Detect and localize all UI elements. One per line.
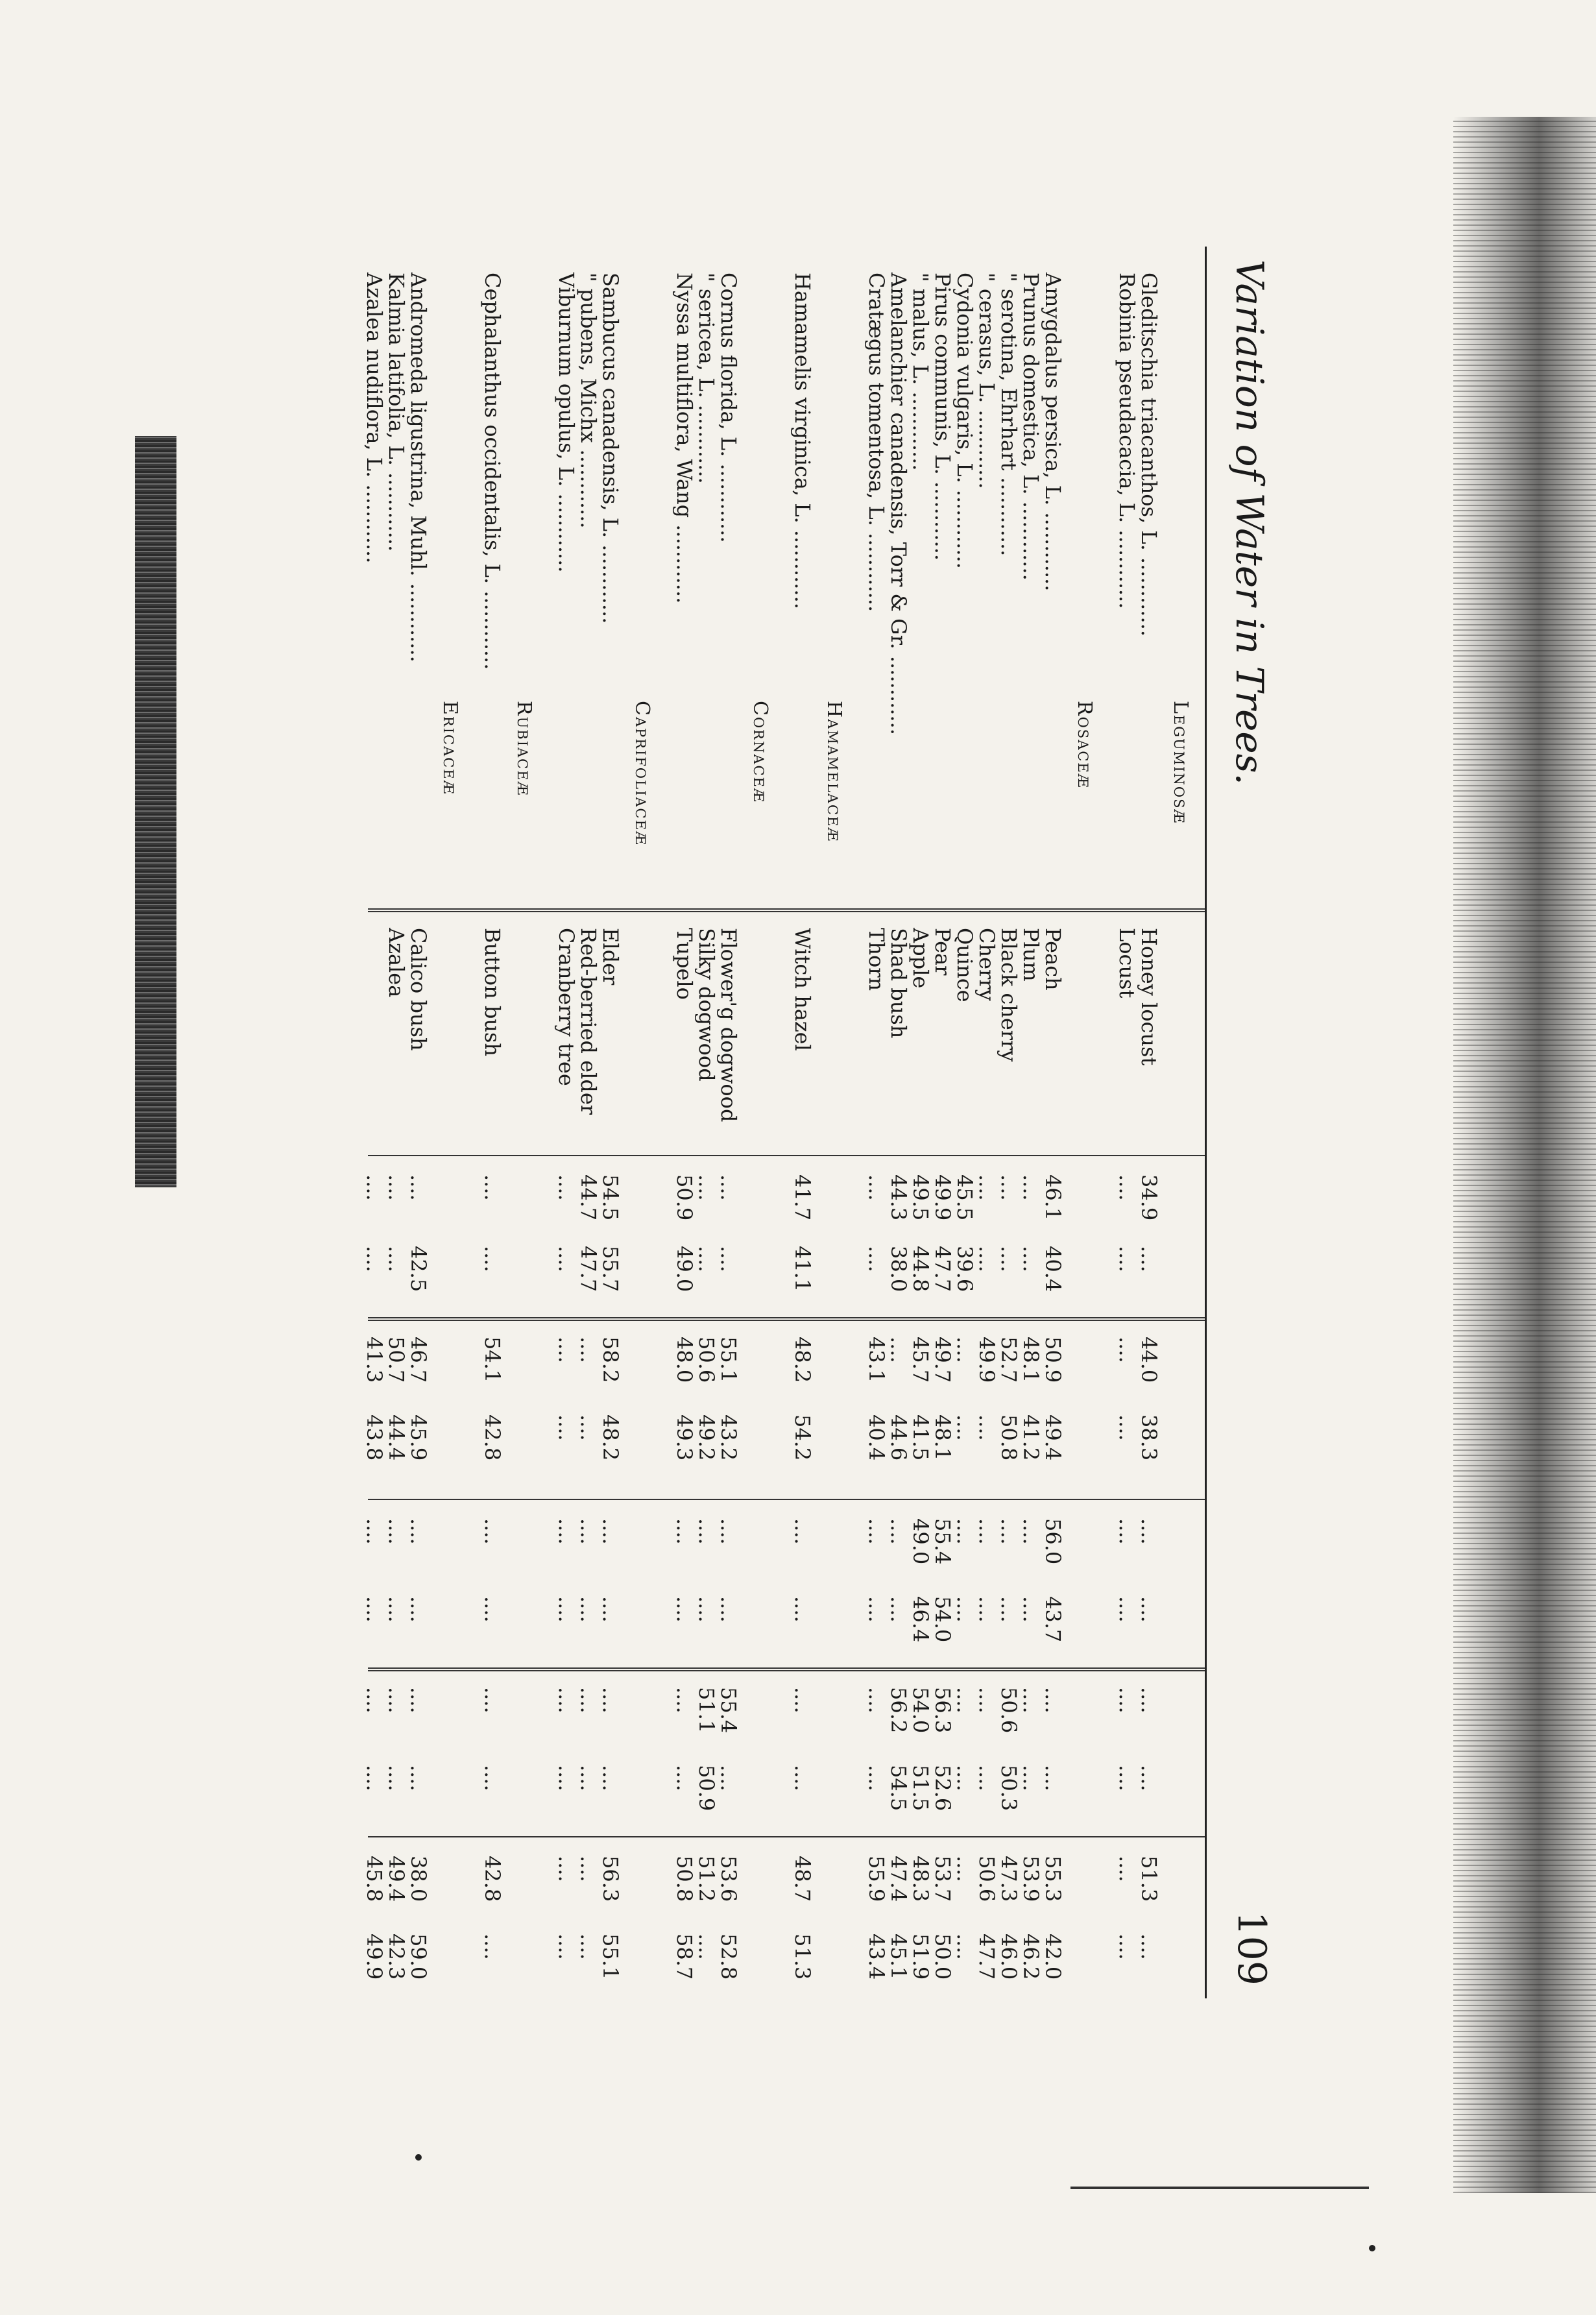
water-value: 51.9	[908, 1933, 933, 1980]
common-name: Silky dogwood	[694, 928, 719, 1082]
column-rule	[368, 1155, 1205, 1156]
water-value: ....	[362, 1765, 387, 1791]
water-value: 52.8	[716, 1933, 741, 1980]
water-value: ....	[672, 1687, 697, 1714]
water-value: ....	[672, 1596, 697, 1623]
water-value: ....	[384, 1687, 409, 1714]
water-value: ....	[554, 1687, 579, 1714]
scan-speck	[1369, 2245, 1375, 2251]
water-value: ....	[974, 1246, 999, 1272]
water-value: ....	[384, 1246, 409, 1272]
water-value: 50.3	[997, 1765, 1021, 1812]
water-value: ....	[480, 1933, 505, 1960]
water-value: ....	[554, 1596, 579, 1623]
water-value: 53.6	[716, 1856, 741, 1902]
water-value: 42.8	[480, 1414, 505, 1461]
water-value: ....	[554, 1933, 579, 1960]
species-name: " serotina, Ehrhart ............	[997, 273, 1021, 557]
water-value: 45.5	[952, 1174, 977, 1221]
water-value: 59.0	[406, 1933, 431, 1980]
water-value: ....	[1137, 1596, 1161, 1623]
water-value: 41.2	[1019, 1414, 1043, 1461]
water-value: ....	[1115, 1596, 1139, 1623]
scan-speck	[415, 2154, 422, 2161]
column-rule	[368, 1317, 1205, 1321]
water-value: 51.1	[694, 1687, 719, 1734]
species-name: Kalmia latifolia, L. ............	[384, 273, 409, 552]
water-value: ....	[554, 1765, 579, 1791]
water-value: ....	[406, 1765, 431, 1791]
water-value: ....	[864, 1596, 889, 1623]
water-value: 49.3	[672, 1414, 697, 1461]
water-value: ....	[952, 1856, 977, 1882]
water-value: ....	[384, 1596, 409, 1623]
water-value: 48.3	[908, 1856, 933, 1902]
water-value: ....	[790, 1518, 815, 1545]
water-value: ....	[672, 1765, 697, 1791]
water-value: ....	[886, 1596, 911, 1623]
water-value: 43.2	[716, 1414, 741, 1461]
water-value: 38.0	[406, 1856, 431, 1902]
common-name: Witch hazel	[790, 928, 815, 1051]
species-name: Cephalanthus occidentalis, L. ............	[480, 273, 505, 670]
scan-rule-mark	[1070, 2187, 1369, 2189]
water-value: 42.5	[406, 1246, 431, 1292]
water-value: 49.9	[974, 1337, 999, 1383]
water-value: 52.7	[997, 1337, 1021, 1383]
water-value: ....	[598, 1765, 623, 1791]
family-heading: Leguminosæ	[1169, 701, 1192, 825]
water-value: ....	[997, 1174, 1021, 1201]
common-name: Black cherry	[997, 928, 1021, 1062]
water-value: 42.0	[1041, 1933, 1065, 1980]
water-value: ....	[952, 1687, 977, 1714]
common-name: Thorn	[864, 928, 889, 991]
water-value: 54.5	[598, 1174, 623, 1221]
water-value: 50.8	[997, 1414, 1021, 1461]
common-name: Honey locust	[1137, 928, 1161, 1066]
water-value: ....	[576, 1596, 601, 1623]
water-value: ....	[406, 1687, 431, 1714]
water-value: ....	[716, 1518, 741, 1545]
water-value: ....	[952, 1765, 977, 1791]
water-value: ....	[1019, 1246, 1043, 1272]
water-value: ....	[480, 1596, 505, 1623]
water-value: ....	[974, 1596, 999, 1623]
species-name: Cornus florida, L. ............	[716, 273, 741, 543]
water-value: ....	[716, 1765, 741, 1791]
water-value: 50.6	[974, 1856, 999, 1902]
water-value: ....	[576, 1933, 601, 1960]
water-value: ....	[974, 1414, 999, 1441]
water-value: ....	[554, 1174, 579, 1201]
water-value: 49.4	[384, 1856, 409, 1902]
water-value: 49.2	[694, 1414, 719, 1461]
water-value: 48.1	[930, 1414, 955, 1461]
water-value: 47.7	[930, 1246, 955, 1292]
water-value: 55.1	[598, 1933, 623, 1980]
running-title: Variation of Water in Trees.	[1227, 260, 1272, 785]
water-value: ....	[406, 1174, 431, 1201]
water-value: ....	[598, 1687, 623, 1714]
water-value: 55.7	[598, 1246, 623, 1292]
common-name: Cranberry tree	[554, 928, 579, 1086]
water-value: 40.4	[1041, 1246, 1065, 1292]
water-value: 41.1	[790, 1246, 815, 1292]
common-name: Tupelo	[672, 928, 697, 1000]
species-name: Prunus domestica, L. ............	[1019, 273, 1043, 581]
water-value: ....	[406, 1596, 431, 1623]
water-value: 49.9	[930, 1174, 955, 1221]
water-value: 38.3	[1137, 1414, 1161, 1461]
column-rule	[368, 1667, 1205, 1671]
species-name: Robinia pseudacacia, L. ............	[1115, 273, 1139, 609]
species-name: " sericea, L. ............	[694, 273, 719, 484]
water-value: 45.8	[362, 1856, 387, 1902]
water-value: 50.6	[997, 1687, 1021, 1734]
water-value: ....	[694, 1933, 719, 1960]
water-value: ....	[974, 1765, 999, 1791]
water-value: 44.4	[384, 1414, 409, 1461]
water-value: ....	[480, 1687, 505, 1714]
water-value: ....	[480, 1765, 505, 1791]
water-value: ....	[1137, 1765, 1161, 1791]
water-value: 39.6	[952, 1246, 977, 1292]
water-value: 55.9	[864, 1856, 889, 1902]
water-value: ....	[362, 1687, 387, 1714]
water-value: 45.1	[886, 1933, 911, 1980]
water-value: 46.7	[406, 1337, 431, 1383]
species-name: Azalea nudiflora, L. ............	[362, 273, 387, 564]
common-name: Pear	[930, 928, 955, 976]
water-value: ....	[554, 1337, 579, 1363]
water-value: ....	[952, 1414, 977, 1441]
water-value: ....	[1115, 1765, 1139, 1791]
water-value: ....	[406, 1518, 431, 1545]
water-value: 40.4	[864, 1414, 889, 1461]
water-value: 47.7	[576, 1246, 601, 1292]
species-name: Nyssa multiflora, Wang ............	[672, 273, 697, 604]
family-heading: Hamamelaceæ	[823, 701, 845, 843]
water-value: 49.0	[908, 1518, 933, 1565]
water-value: ....	[576, 1414, 601, 1441]
water-value: ....	[672, 1518, 697, 1545]
water-value: 50.9	[672, 1174, 697, 1221]
species-name: Amelanchier canadensis, Torr & Gr. ............	[886, 273, 911, 735]
water-value: 46.1	[1041, 1174, 1065, 1221]
water-value: ....	[864, 1687, 889, 1714]
common-name: Azalea	[384, 928, 409, 998]
water-value: ....	[1019, 1596, 1043, 1623]
species-name: " cerasus, L. ............	[974, 273, 999, 489]
water-value: ....	[598, 1518, 623, 1545]
water-content-table	[362, 247, 1207, 1998]
water-value: 45.9	[406, 1414, 431, 1461]
water-value: ....	[362, 1246, 387, 1272]
species-name: " malus, L. ............	[908, 273, 933, 471]
scan-margin-strip	[135, 436, 176, 1187]
water-value: 56.2	[886, 1687, 911, 1734]
species-name: Amygdalus persica, L. ............	[1041, 273, 1065, 592]
water-value: ....	[1019, 1687, 1043, 1714]
water-value: ....	[716, 1174, 741, 1201]
page-number: 109	[1229, 1911, 1274, 1985]
water-value: 48.7	[790, 1856, 815, 1902]
common-name: Locust	[1115, 928, 1139, 999]
water-value: 46.0	[997, 1933, 1021, 1980]
water-value: 51.5	[908, 1765, 933, 1812]
water-value: 34.9	[1137, 1174, 1161, 1221]
book-edge-shadow	[1453, 117, 1596, 2193]
water-value: 48.0	[672, 1337, 697, 1383]
water-value: ....	[790, 1687, 815, 1714]
water-value: 50.7	[384, 1337, 409, 1383]
water-value: 47.7	[974, 1933, 999, 1980]
water-value: ....	[716, 1596, 741, 1623]
family-heading: Rosaceæ	[1073, 701, 1096, 789]
water-value: ....	[384, 1765, 409, 1791]
water-value: 43.7	[1041, 1596, 1065, 1643]
water-value: 51.3	[1137, 1856, 1161, 1902]
water-value: ....	[974, 1518, 999, 1545]
water-value: ....	[952, 1337, 977, 1363]
water-value: ....	[1041, 1765, 1065, 1791]
water-value: ....	[1115, 1687, 1139, 1714]
species-name: Hamamelis virginica, L. ............	[790, 273, 815, 609]
water-value: ....	[1115, 1414, 1139, 1441]
water-value: 44.6	[886, 1414, 911, 1461]
water-value: 50.8	[672, 1856, 697, 1902]
species-name: Gleditschia triacanthos, L. ............	[1137, 273, 1161, 636]
water-value: ....	[1019, 1518, 1043, 1545]
water-value: ....	[1137, 1246, 1161, 1272]
water-value: ....	[694, 1246, 719, 1272]
water-value: 48.2	[598, 1414, 623, 1461]
water-value: ....	[1137, 1518, 1161, 1545]
common-name: Apple	[908, 928, 933, 989]
common-name: Elder	[598, 928, 623, 986]
water-value: 38.0	[886, 1246, 911, 1292]
water-value: 48.2	[790, 1337, 815, 1383]
water-value: ....	[576, 1765, 601, 1791]
water-value: 49.9	[362, 1933, 387, 1980]
water-value: ....	[554, 1414, 579, 1441]
water-value: ....	[362, 1596, 387, 1623]
water-value: 49.5	[908, 1174, 933, 1221]
species-name: Cydonia vulgaris, L. ............	[952, 273, 977, 569]
water-value: 48.1	[1019, 1337, 1043, 1383]
water-value: 44.8	[908, 1246, 933, 1292]
column-rule	[368, 1499, 1205, 1500]
water-value: 50.9	[694, 1765, 719, 1812]
species-name: Pirus communis, L. ............	[930, 273, 955, 561]
water-value: 58.2	[598, 1337, 623, 1383]
water-value: ....	[716, 1246, 741, 1272]
water-value: ....	[952, 1518, 977, 1545]
water-value: 51.2	[694, 1856, 719, 1902]
common-name: Button bush	[480, 928, 505, 1057]
water-value: ....	[1115, 1246, 1139, 1272]
common-name: Red-berried elder	[576, 928, 601, 1115]
water-value: 55.3	[1041, 1856, 1065, 1902]
water-value: ....	[790, 1765, 815, 1791]
water-value: ....	[864, 1518, 889, 1545]
water-value: ....	[997, 1596, 1021, 1623]
water-value: ....	[997, 1246, 1021, 1272]
water-value: 47.4	[886, 1856, 911, 1902]
water-value: ....	[694, 1518, 719, 1545]
species-name: " pubens, Michx ............	[576, 273, 601, 529]
water-value: ....	[554, 1246, 579, 1272]
water-value: ....	[1137, 1687, 1161, 1714]
common-name: Flower'g dogwood	[716, 928, 741, 1122]
water-value: 55.4	[930, 1518, 955, 1565]
water-value: 42.3	[384, 1933, 409, 1980]
water-value: 54.1	[480, 1337, 505, 1383]
water-value: ....	[576, 1337, 601, 1363]
water-value: ....	[554, 1856, 579, 1882]
water-value: ....	[694, 1174, 719, 1201]
species-name: Andromeda ligustrina, Muhl. ............	[406, 273, 431, 662]
water-value: 53.7	[930, 1856, 955, 1902]
water-value: 54.0	[930, 1596, 955, 1643]
water-value: 54.5	[886, 1765, 911, 1812]
water-value: ....	[362, 1174, 387, 1201]
water-value: 51.3	[790, 1933, 815, 1980]
water-value: ....	[694, 1596, 719, 1623]
water-value: ....	[864, 1246, 889, 1272]
water-value: 50.6	[694, 1337, 719, 1383]
water-value: 46.4	[908, 1596, 933, 1643]
water-value: ....	[974, 1687, 999, 1714]
water-value: ....	[480, 1174, 505, 1201]
water-value: 41.7	[790, 1174, 815, 1221]
water-value: ....	[1115, 1174, 1139, 1201]
water-value: 44.0	[1137, 1337, 1161, 1383]
water-value: 46.2	[1019, 1933, 1043, 1980]
water-value: ....	[974, 1174, 999, 1201]
water-value: 55.4	[716, 1687, 741, 1734]
water-value: 43.4	[864, 1933, 889, 1980]
column-rule	[368, 1836, 1205, 1837]
water-value: ....	[480, 1518, 505, 1545]
family-heading: Rubiaceæ	[513, 701, 535, 797]
column-rule	[368, 908, 1205, 912]
water-value: 43.1	[864, 1337, 889, 1383]
water-value: ....	[598, 1596, 623, 1623]
water-value: ....	[1115, 1337, 1139, 1363]
water-value: ....	[997, 1518, 1021, 1545]
water-value: ....	[886, 1337, 911, 1363]
water-value: ....	[1019, 1174, 1043, 1201]
water-value: 56.3	[930, 1687, 955, 1734]
water-value: ....	[384, 1174, 409, 1201]
water-value: ....	[1019, 1765, 1043, 1791]
page-header	[1220, 247, 1278, 1998]
water-value: ....	[576, 1518, 601, 1545]
family-heading: Cornaceæ	[749, 701, 771, 803]
water-value: 49.0	[672, 1246, 697, 1292]
water-value: ....	[576, 1687, 601, 1714]
water-value: 50.0	[930, 1933, 955, 1980]
water-value: 49.4	[1041, 1414, 1065, 1461]
water-value: 56.3	[598, 1856, 623, 1902]
water-value: ....	[1115, 1933, 1139, 1960]
water-value: ....	[1115, 1856, 1139, 1882]
water-value: 45.7	[908, 1337, 933, 1383]
water-value: 56.0	[1041, 1518, 1065, 1565]
water-value: 49.7	[930, 1337, 955, 1383]
rotated-page	[357, 247, 1278, 1998]
water-value: ....	[1041, 1687, 1065, 1714]
water-value: ....	[952, 1933, 977, 1960]
water-value: ....	[790, 1596, 815, 1623]
common-name: Plum	[1019, 928, 1043, 982]
species-name: Sambucus canadensis, L. ............	[598, 273, 623, 624]
water-value: 44.3	[886, 1174, 911, 1221]
water-value: 41.5	[908, 1414, 933, 1461]
water-value: ....	[362, 1518, 387, 1545]
water-value: 50.9	[1041, 1337, 1065, 1383]
water-value: 42.8	[480, 1856, 505, 1902]
water-value: ....	[952, 1596, 977, 1623]
common-name: Peach	[1041, 928, 1065, 991]
family-heading: Ericaceæ	[439, 701, 461, 795]
species-name: Cratægus tomentosa, L. ............	[864, 273, 889, 612]
water-value: ....	[864, 1174, 889, 1201]
water-value: 53.9	[1019, 1856, 1043, 1902]
species-name: Viburnum opulus, L. ............	[554, 273, 579, 573]
water-value: ....	[1115, 1518, 1139, 1545]
water-value: 44.7	[576, 1174, 601, 1221]
water-value: ....	[480, 1246, 505, 1272]
water-value: ....	[864, 1765, 889, 1791]
water-value: 55.1	[716, 1337, 741, 1383]
water-value: ....	[576, 1856, 601, 1882]
common-name: Cherry	[974, 928, 999, 1001]
water-value: 43.8	[362, 1414, 387, 1461]
water-value: 54.0	[908, 1687, 933, 1734]
water-value: 58.7	[672, 1933, 697, 1980]
water-value: ....	[1137, 1933, 1161, 1960]
common-name: Calico bush	[406, 928, 431, 1051]
water-value: 52.6	[930, 1765, 955, 1812]
water-value: ....	[886, 1518, 911, 1545]
water-value: 41.3	[362, 1337, 387, 1383]
common-name: Quince	[952, 928, 977, 1002]
water-value: ....	[384, 1518, 409, 1545]
family-heading: Caprifoliaceæ	[631, 701, 653, 846]
water-value: 47.3	[997, 1856, 1021, 1902]
water-value: 54.2	[790, 1414, 815, 1461]
common-name: Shad bush	[886, 928, 911, 1039]
water-value: ....	[554, 1518, 579, 1545]
